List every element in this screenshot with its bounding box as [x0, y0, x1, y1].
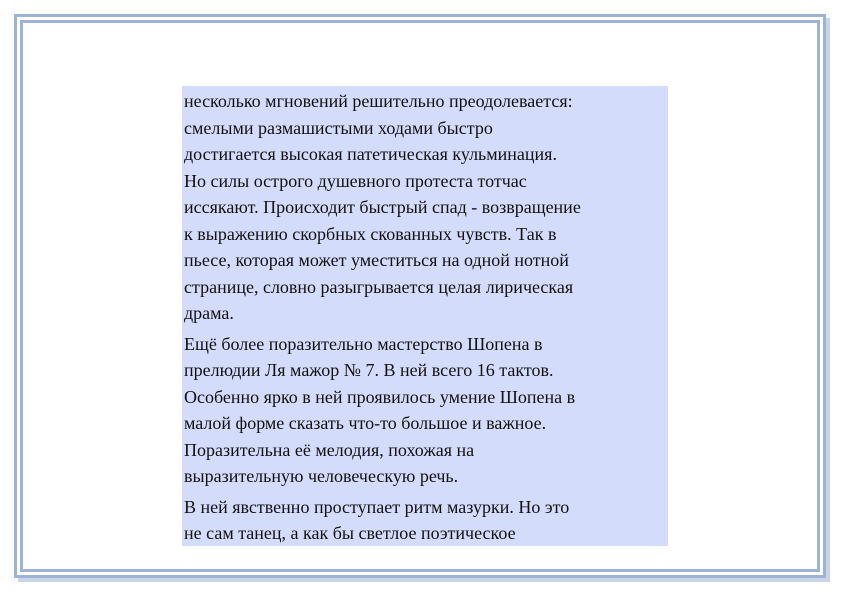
text-block — [182, 86, 668, 546]
text-line: смелыми размашистыми ходами быстро — [184, 117, 493, 138]
text-line: Поразительна её мелодия, похожая на — [184, 439, 475, 460]
text-line: Но силы острого душевного протеста тотчас — [184, 170, 527, 191]
paragraph-2 — [184, 331, 668, 490]
text-line: иссякают. Происходит быстрый спад - возвращение — [184, 197, 581, 217]
text-line: Особенно ярко в ней проявилось умение Шопена в — [184, 386, 576, 407]
text-line: к выражению скорбных скованных чувств. Так в — [184, 223, 557, 244]
paragraph-1 — [184, 88, 668, 327]
text-line: Ещё более поразительно мастерство Шопена в — [184, 333, 543, 354]
text-line: достигается высокая патетическая кульминация. — [184, 144, 557, 164]
text-line: В ней явственно проступает ритм мазурки. Но это — [184, 496, 570, 517]
text-line: несколько мгновений решительно преодолевается: — [184, 91, 573, 111]
text-line: не сам танец, а как бы светлое поэтическое — [184, 523, 516, 543]
text-line: прелюдии Ля мажор № 7. В ней всего 16 тактов. — [184, 360, 554, 380]
text-line: выразительную человеческую речь. — [184, 466, 459, 486]
text-line: малой форме сказать что-то большое и важное. — [184, 413, 547, 433]
frame-shadow-right — [826, 18, 830, 582]
paragraph-3 — [184, 494, 668, 547]
text-line: драма. — [184, 303, 234, 323]
text-line: странице, словно разыгрывается целая лирическая — [184, 276, 574, 297]
text-line: пьесе, которая может уместиться на одной нотной — [184, 250, 569, 270]
frame-shadow-bottom — [18, 578, 830, 582]
